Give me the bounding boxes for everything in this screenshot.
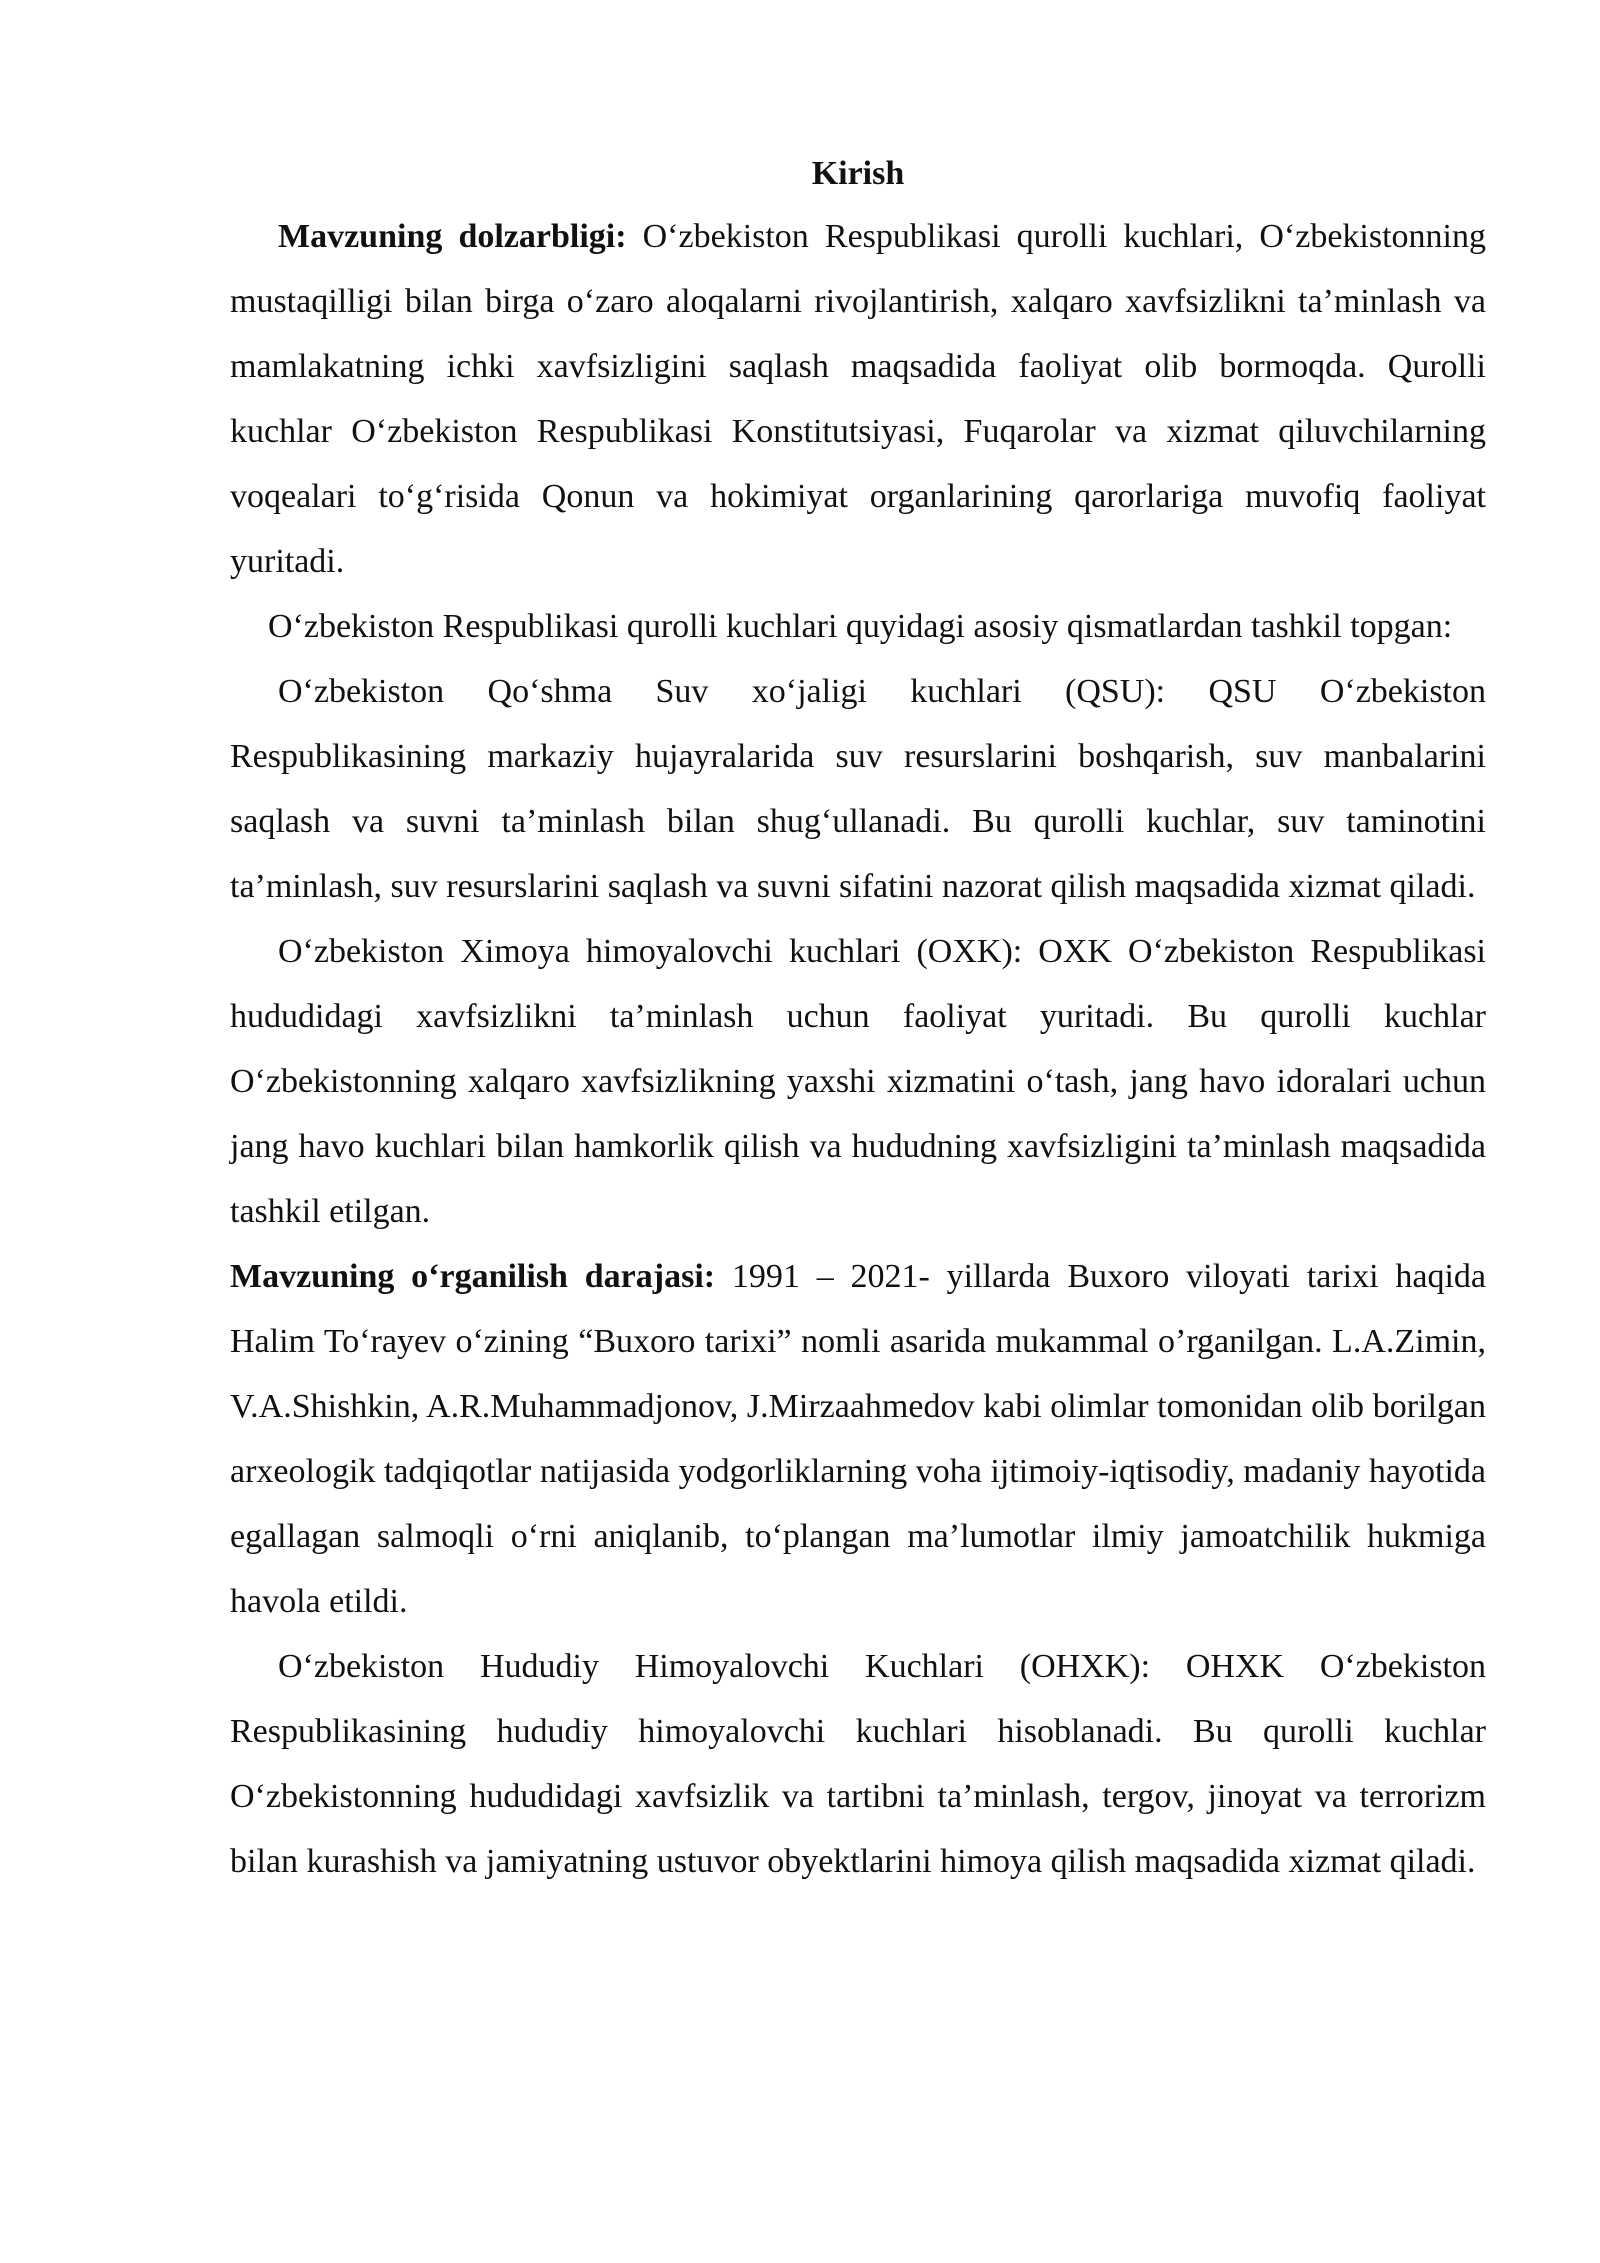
paragraph-oxk	[230, 919, 1486, 1244]
paragraph-text-composition: O‘zbekiston Respublikasi qurolli kuchlari quyidagi asosiy qismatlardan tashkil topgan:	[268, 608, 1453, 645]
paragraph-study-level	[230, 1244, 1486, 1634]
paragraph-lead-study-level: Mavzuning o‘rganilish darajasi:	[230, 1258, 716, 1295]
paragraph-qsu	[230, 659, 1486, 919]
paragraph-text-oxk: O‘zbekiston Ximoya himoyalovchi kuchlari (OXK): OXK O‘zbekiston Respublikasi hududidagi xavfsizlikni ta’minlash uchun faoliyat yuritadi. Bu qurolli kuchlar O‘zbekistonning xalqaro xavfsizlikning yaxshi xizmatini o‘tash, jang havo idoralari uchun jang havo kuchlari bilan hamkorlik qilish va hududning xavfsizligini ta’minlash maqsadida tashkil etilgan.	[230, 933, 1486, 1230]
paragraph-text-ohxk: O‘zbekiston Hududiy Himoyalovchi Kuchlari (OHXK): OHXK O‘zbekiston Respublikasining hududiy himoyalovchi kuchlari hisoblanadi. Bu qurolli kuchlar O‘zbekistonning hududidagi xavfsizlik va tartibni ta’minlash, tergov, jinoyat va terrorizm bilan kurashish va jamiyatning ustuvor obyektlarini himoya qilish maqsadida xizmat qiladi.	[230, 1648, 1486, 1880]
paragraph-ohxk	[230, 1634, 1486, 1894]
paragraph-text-qsu: O‘zbekiston Qo‘shma Suv xo‘jaligi kuchlari (QSU): QSU O‘zbekiston Respublikasining markaziy hujayralarida suv resurslarini boshqarish, suv manbalarini saqlash va suvni ta’minlash bilan shug‘ullanadi. Bu qurolli kuchlar, suv taminotini ta’minlash, suv resurslarini saqlash va suvni sifatini nazorat qilish maqsadida xizmat qiladi.	[230, 673, 1486, 905]
paragraph-lead-relevance: Mavzuning dolzarbligi:	[278, 218, 627, 255]
paragraph-composition	[230, 594, 1486, 659]
document-page	[230, 144, 1486, 1894]
document-title: Kirish	[811, 155, 905, 192]
paragraph-relevance	[230, 204, 1486, 594]
paragraph-text-study-level: 1991 – 2021- yillarda Buxoro viloyati tarixi haqida Halim To‘rayev o‘zining “Buxoro tarixi” nomli asarida mukammal o’rganilgan. L.A.Zimin, V.A.Shishkin, A.R.Muhammadjonov, J.Mirzaahmedov kabi olimlar tomonidan olib borilgan arxeologik tadqiqotlar natijasida yodgorliklarning voha ijtimoiy-iqtisodiy, madaniy hayotida egallagan salmoqli o‘rni aniqlanib, to‘plangan ma’lumotlar ilmiy jamoatchilik hukmiga havola etildi.	[230, 1258, 1487, 1620]
paragraph-text-relevance: O‘zbekiston Respublikasi qurolli kuchlari, O‘zbekistonning mustaqilligi bilan birga o‘zaro aloqalarni rivojlantirish, xalqaro xavfsizlikni ta’minlash va mamlakatning ichki xavfsizligini saqlash maqsadida faoliyat olib bormoqda. Qurolli kuchlar O‘zbekiston Respublikasi Konstitutsiyasi, Fuqarolar va xizmat qiluvchilarning voqealari to‘g‘risida Qonun va hokimiyat organlarining qarorlariga muvofiq faoliyat yuritadi.	[230, 218, 1486, 580]
